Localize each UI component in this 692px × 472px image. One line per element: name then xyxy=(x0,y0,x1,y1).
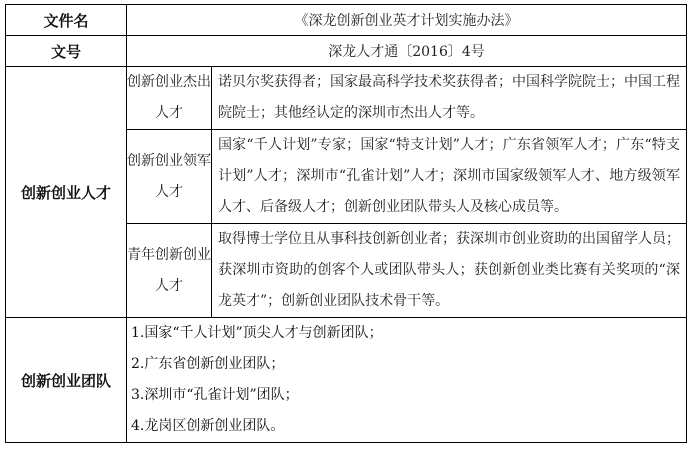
team-item: 3.深圳市“孔雀计划”团队； xyxy=(131,387,299,403)
talent-category: 青年创新创业人才 xyxy=(127,224,212,318)
team-item: 1.国家“千人计划”顶尖人才与创新团队； xyxy=(131,325,383,341)
team-item: 4.龙岗区创新创业团队。 xyxy=(131,418,285,434)
talent-policy-table xyxy=(5,4,687,443)
talent-desc: 诺贝尔奖获得者；国家最高科学技术奖获得者；中国科学院院士；中国工程院院士；其他经认定的深圳市杰出人才等。 xyxy=(212,67,687,130)
team-label: 创新创业团队 xyxy=(6,318,127,443)
file-name-label: 文件名 xyxy=(6,5,127,36)
doc-no-value: 深龙人才通〔2016〕4号 xyxy=(127,36,687,67)
team-list xyxy=(127,318,687,443)
file-name-value: 《深龙创新创业英才计划实施办法》 xyxy=(127,5,687,36)
talent-category: 创新创业杰出人才 xyxy=(127,67,212,130)
talent-category: 创新创业领军人才 xyxy=(127,130,212,224)
talent-label: 创新创业人才 xyxy=(6,67,127,318)
talent-desc: 国家“千人计划”专家；国家“特支计划”人才；广东省领军人才；广东“特支计划”人才；深圳市“孔雀计划”人才；深圳市国家级领军人才、地方级领军人才、后备级人才；创新创业团队带头人及核心成员等。 xyxy=(212,130,687,224)
doc-no-label: 文号 xyxy=(6,36,127,67)
team-item: 2.广东省创新创业团队； xyxy=(131,356,285,372)
talent-desc: 取得博士学位且从事科技创新创业者；获深圳市创业资助的出国留学人员；获深圳市资助的创客个人或团队带头人；获创新创业类比赛有关奖项的“深龙英才”；创新创业团队技术骨干等。 xyxy=(212,224,687,318)
